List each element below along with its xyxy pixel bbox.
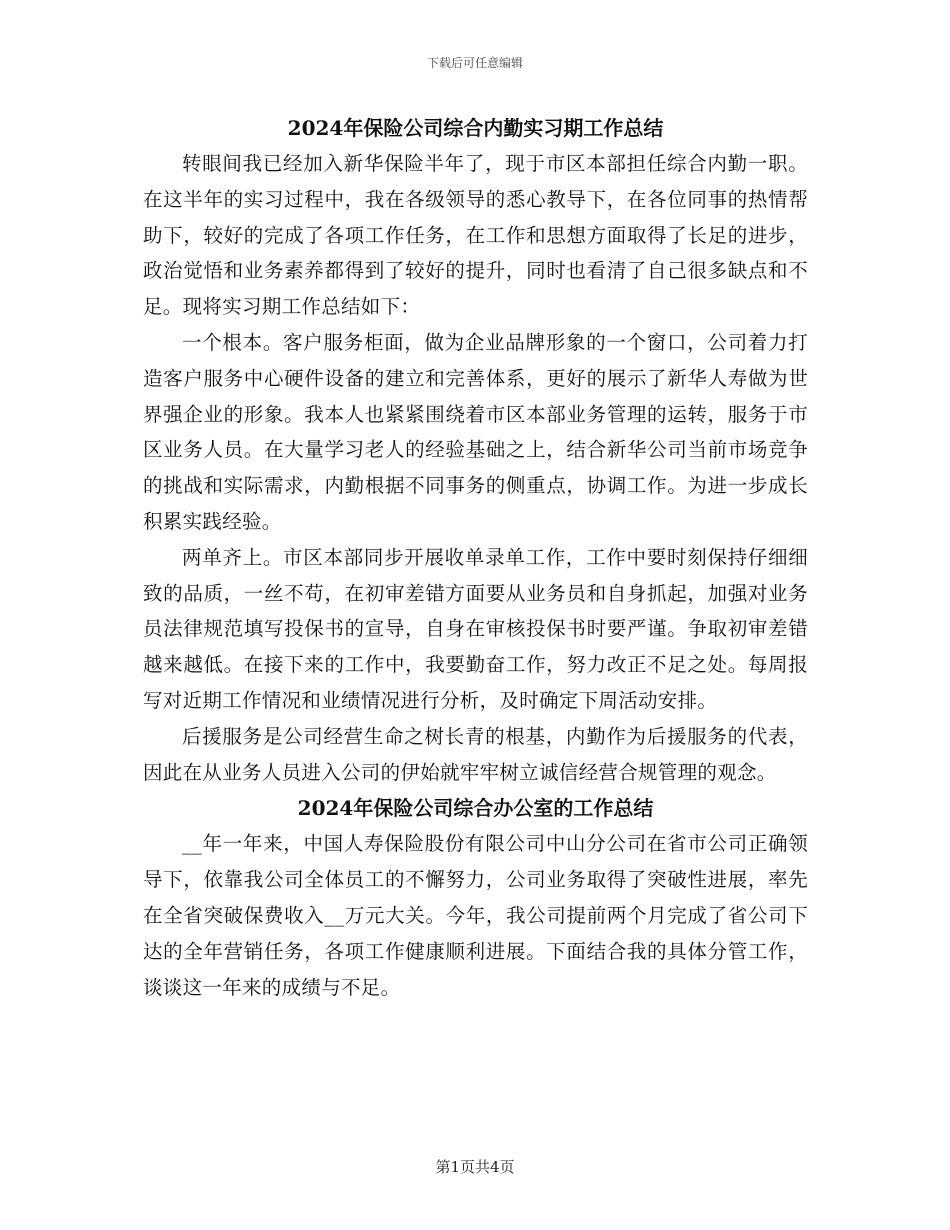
- section-1-paragraph-2: 一个根本。客户服务柜面，做为企业品牌形象的一个窗口，公司着力打造客户服务中心硬件设备的建立和完善体系，更好的展示了新华人寿做为世界强企业的形象。我本人也紧紧围绕着市区本部业务管理的运转，服务于市区业务人员。在大量学习老人的经验基础之上，结合新华公司当前市场竞争的挑战和实际需求，内勤根据不同事务的侧重点，协调工作。为进一步成长积累实践经验。: [143, 330, 808, 533]
- page-header: 下载后可任意编辑: [426, 56, 523, 70]
- page-footer: 第1页共4页: [435, 1158, 515, 1176]
- section-1-title: 2024年保险公司综合内勤实习期工作总结: [287, 116, 664, 140]
- section-1-paragraph-4: 后援服务是公司经营生命之树长青的根基，内勤作为后援服务的代表，因此在从业务人员进入公司的伊始就牢牢树立诚信经营合规管理的观念。: [143, 724, 808, 784]
- section-2-paragraph-1: __年一年来，中国人寿保险股份有限公司中山分公司在省市公司正确领导下，依靠我公司全体员工的不懈努力，公司业务取得了突破性进展，率先在全省突破保费收入__万元大关。今年，我公司提前两个月完成了省公司下达的全年营销任务，各项工作健康顺利进展。下面结合我的具体分管工作，谈谈这一年来的成绩与不足。: [143, 832, 808, 999]
- section-1-paragraph-1: 转眼间我已经加入新华保险半年了，现于市区本部担任综合内勤一职。在这半年的实习过程中，我在各级领导的悉心教导下，在各位同事的热情帮助下，较好的完成了各项工作任务，在工作和思想方面取得了长足的进步，政治觉悟和业务素养都得到了较好的提升，同时也看清了自己很多缺点和不足。现将实习期工作总结如下：: [143, 152, 808, 319]
- document-body: [143, 110, 808, 1005]
- section-1-paragraph-3: 两单齐上。市区本部同步开展收单录单工作，工作中要时刻保持仔细细致的品质，一丝不苟，在初审差错方面要从业务员和自身抓起，加强对业务员法律规范填写投保书的宣导，自身在审核投保书时要严谨。争取初审差错越来越低。在接下来的工作中，我要勤奋工作，努力改正不足之处。每周报写对近期工作情况和业绩情况进行分析，及时确定下周活动安排。: [143, 545, 808, 712]
- section-2-title: 2024年保险公司综合办公室的工作总结: [297, 796, 654, 821]
